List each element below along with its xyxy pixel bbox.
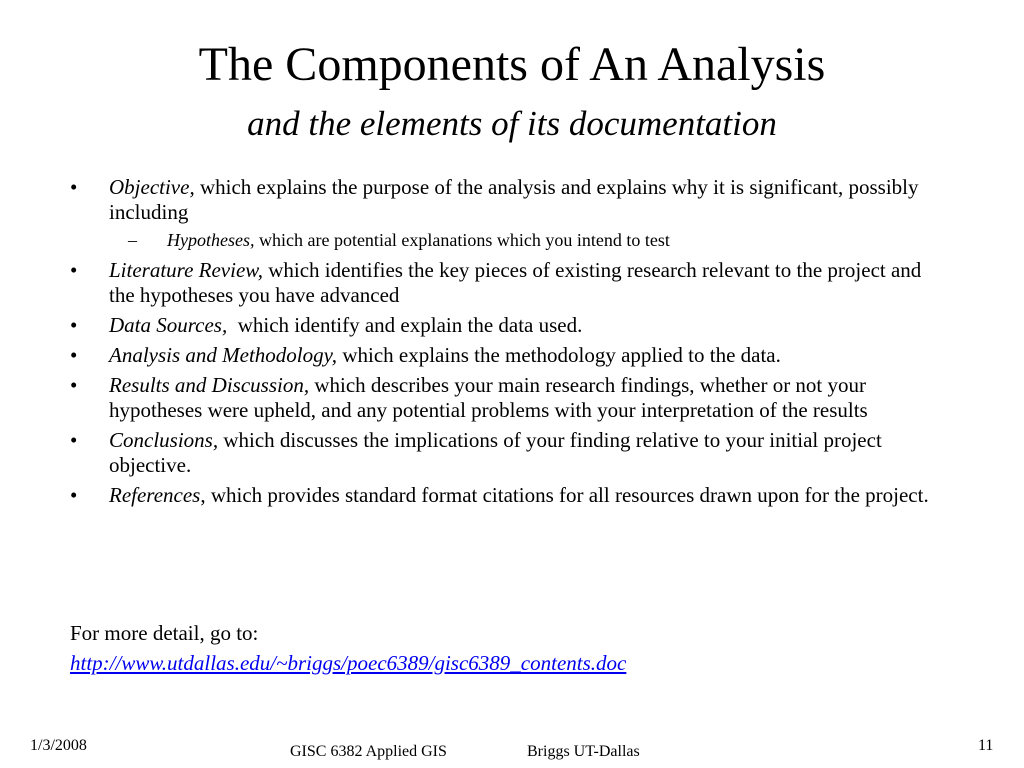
bullet-text: , which provides standard format citations for all resources drawn upon for the project. xyxy=(200,483,929,507)
sub-marker: – xyxy=(128,230,137,250)
contents-doc-link[interactable]: http://www.utdallas.edu/~briggs/poec6389/gisc6389_contents.doc xyxy=(70,651,627,675)
bullet-text: which identifies the key pieces of existing research relevant to the project and the hypotheses you have advanced xyxy=(109,258,922,307)
slide-subtitle: and the elements of its documentation xyxy=(247,104,777,143)
bullet-term: Analysis and Methodology, xyxy=(109,343,338,367)
bullet-data-sources xyxy=(70,313,950,338)
bullet-term: Results and Discussion, xyxy=(109,373,310,397)
footer-author: Briggs UT-Dallas xyxy=(527,743,640,760)
bullet-conclusions xyxy=(70,428,950,478)
subbullet-term: Hypotheses, xyxy=(167,230,255,250)
subbullet-hypotheses xyxy=(70,229,950,252)
bullet-marker: • xyxy=(70,428,78,452)
bullet-analysis-methodology xyxy=(70,343,950,368)
slide-number: 11 xyxy=(978,737,994,754)
bullet-marker: • xyxy=(70,175,78,199)
bullet-term: References xyxy=(109,483,201,507)
bullet-marker: • xyxy=(70,373,78,397)
bullet-literature-review xyxy=(70,258,950,308)
bullet-list xyxy=(70,175,950,513)
bullet-term: Data Sources, xyxy=(109,313,228,337)
bullet-results-discussion xyxy=(70,373,950,423)
more-detail-text: For more detail, go to: xyxy=(70,621,259,645)
bullet-marker: • xyxy=(70,483,78,507)
footer-date: 1/3/2008 xyxy=(30,737,87,754)
bullet-references xyxy=(70,483,950,508)
bullet-text: which discusses the implications of your finding relative to your initial project objective. xyxy=(109,428,882,477)
bullet-marker: • xyxy=(70,343,78,367)
subbullet-text: which are potential explanations which you intend to test xyxy=(254,230,670,250)
bullet-marker: • xyxy=(70,258,78,282)
bullet-term: Conclusions, xyxy=(109,428,219,452)
bullet-text: which identify and explain the data used. xyxy=(227,313,583,337)
bullet-objective xyxy=(70,175,950,225)
bullet-text: which describes your main research findings, whether or not your hypotheses were upheld, and any potential problems with your interpretation of the results xyxy=(109,373,868,422)
footer-course: GISC 6382 Applied GIS xyxy=(290,743,447,760)
bullet-marker: • xyxy=(70,313,78,337)
slide-title: The Components of An Analysis xyxy=(198,38,826,91)
bullet-text: which explains the methodology applied to the data. xyxy=(337,343,781,367)
bullet-text: which explains the purpose of the analysis and explains why it is significant, possibly including xyxy=(109,175,919,224)
bullet-term: Literature Review, xyxy=(109,258,263,282)
bullet-term: Objective, xyxy=(109,175,195,199)
